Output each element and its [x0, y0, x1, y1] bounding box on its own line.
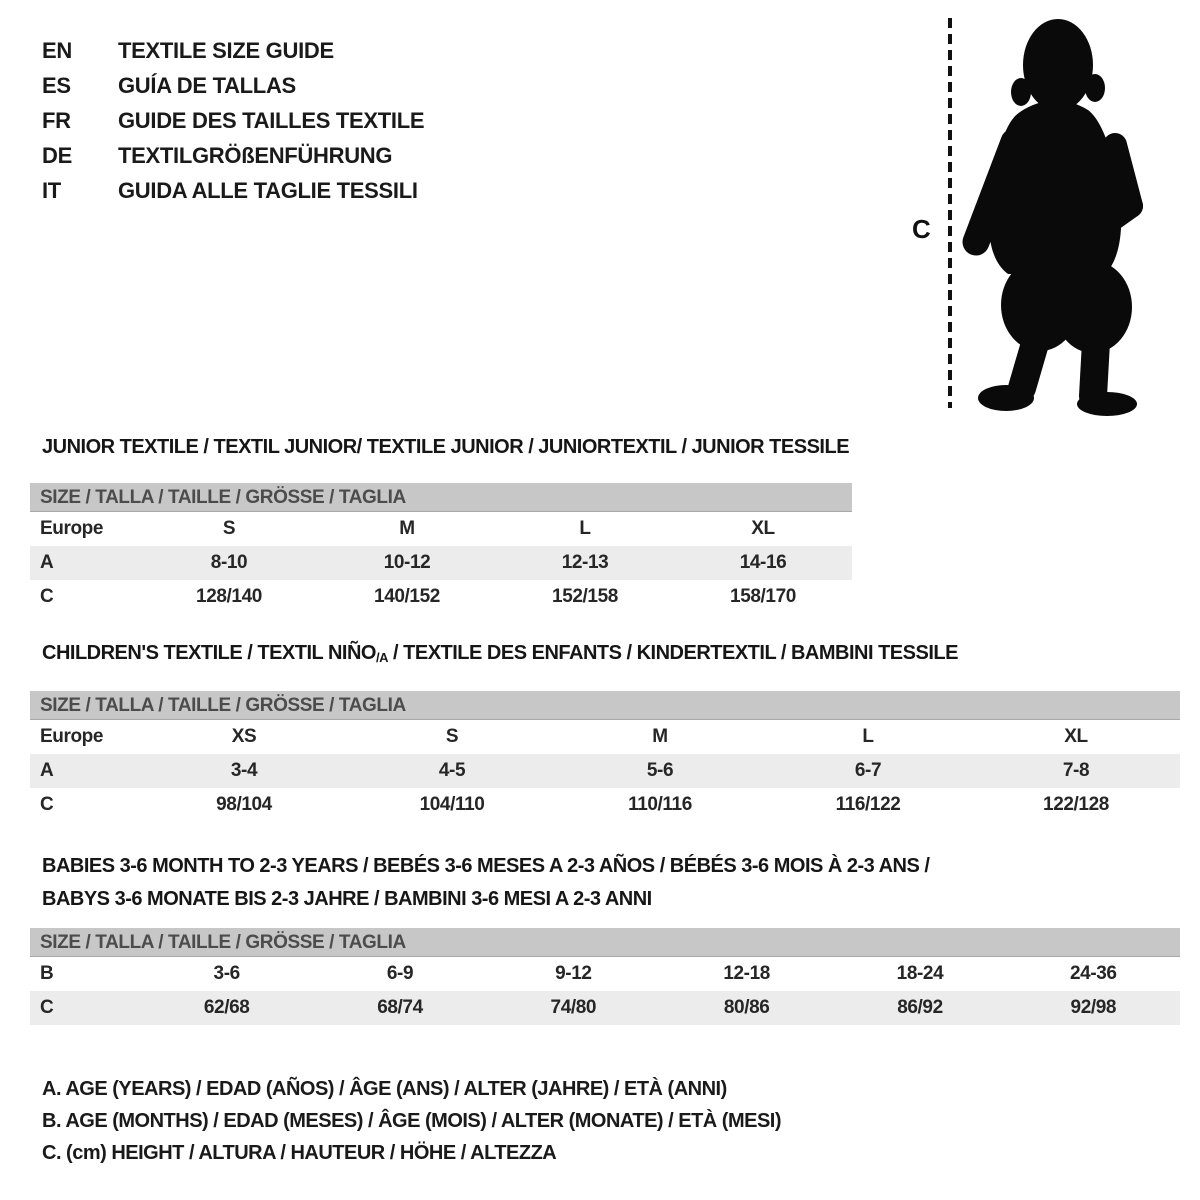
value-cell: 68/74 — [377, 997, 423, 1018]
language-code: EN — [42, 37, 72, 63]
value-cell: 116/122 — [835, 794, 901, 815]
babies-title-line2: BABYS 3-6 MONATE BIS 2-3 JAHRE / BAMBINI 3-6 MESI A 2-3 ANNI — [42, 888, 652, 910]
table-row-europe — [30, 512, 852, 546]
row-label: A — [40, 760, 54, 781]
language-code: ES — [42, 72, 71, 98]
children-section-title — [42, 642, 958, 665]
babies-size-table — [30, 928, 1180, 1025]
table-row-height — [30, 788, 1180, 822]
language-row-es — [42, 68, 424, 103]
size-cell: L — [579, 518, 591, 539]
value-cell: 140/152 — [374, 586, 440, 607]
row-label: C — [40, 586, 54, 607]
value-cell: 8-10 — [210, 552, 248, 573]
value-cell: 3-6 — [213, 963, 240, 984]
language-title: TEXTILE SIZE GUIDE — [118, 37, 334, 63]
table-row-age-years — [30, 546, 852, 580]
value-cell: 158/170 — [730, 586, 796, 607]
value-cell: 14-16 — [739, 552, 787, 573]
size-cell: L — [862, 726, 874, 747]
size-cell: M — [652, 726, 668, 747]
language-title: GUIDA ALLE TAGLIE TESSILI — [118, 177, 418, 203]
table-row-height — [30, 580, 852, 614]
value-cell: 3-4 — [230, 760, 258, 781]
row-label: Europe — [40, 726, 104, 747]
language-title: GUIDE DES TAILLES TEXTILE — [118, 107, 425, 133]
height-measure-figure — [900, 10, 1190, 420]
language-code: IT — [42, 177, 61, 203]
table-row-age-years — [30, 754, 1180, 788]
row-label: C — [40, 997, 54, 1018]
value-cell: 74/80 — [550, 997, 597, 1018]
size-cell: XL — [751, 518, 775, 539]
table-row-europe — [30, 720, 1180, 754]
language-row-de — [42, 138, 424, 173]
babies-section-title — [42, 850, 929, 916]
value-cell: 18-24 — [896, 963, 944, 984]
row-label: C — [40, 794, 54, 815]
value-cell: 10-12 — [383, 552, 431, 573]
value-cell: 24-36 — [1070, 963, 1117, 984]
value-cell: 62/68 — [203, 997, 250, 1018]
children-size-table — [30, 691, 1180, 822]
size-cell: XL — [1064, 726, 1088, 747]
junior-size-table — [30, 483, 852, 614]
row-label: B — [40, 963, 54, 984]
table-size-header: SIZE / TALLA / TAILLE / GRÖSSE / TAGLIA — [30, 928, 1180, 957]
table-size-header: SIZE / TALLA / TAILLE / GRÖSSE / TAGLIA — [30, 483, 852, 512]
value-cell: 128/140 — [196, 586, 262, 607]
value-cell: 152/158 — [552, 586, 618, 607]
language-row-fr — [42, 103, 424, 138]
height-measure-label: C — [912, 214, 931, 244]
size-cell: M — [399, 518, 415, 539]
children-title-text: CHILDREN'S TEXTILE / TEXTIL NIÑO — [42, 642, 376, 664]
row-label: Europe — [40, 518, 104, 539]
babies-title-line1: BABIES 3-6 MONTH TO 2-3 YEARS / BEBÉS 3-6 MESES A 2-3 AÑOS / BÉBÉS 3-6 MOIS À 2-3 ANS / — [42, 855, 930, 877]
value-cell: 9-12 — [555, 963, 592, 984]
value-cell: 110/116 — [628, 794, 692, 815]
value-cell: 98/104 — [216, 794, 272, 815]
value-cell: 7-8 — [1062, 760, 1090, 781]
children-title-text: / TEXTILE DES ENFANTS / KINDERTEXTIL / BAMBINI TESSILE — [387, 642, 958, 664]
size-cell: S — [222, 518, 236, 539]
language-title-list — [42, 33, 424, 208]
value-cell: 86/92 — [897, 997, 943, 1018]
legend-line-age-months: B. AGE (MONTHS) / EDAD (MESES) / ÂGE (MOIS) / ALTER (MONATE) / ETÀ (MESI) — [42, 1110, 782, 1132]
language-title: TEXTILGRÖßENFÜHRUNG — [118, 142, 393, 168]
value-cell: 12-18 — [723, 963, 770, 984]
table-row-height — [30, 991, 1180, 1025]
value-cell: 12-13 — [561, 552, 609, 573]
table-size-header: SIZE / TALLA / TAILLE / GRÖSSE / TAGLIA — [30, 691, 1180, 720]
measurement-legend — [42, 1073, 781, 1169]
row-label: A — [40, 552, 54, 573]
children-title-subscript: /A — [375, 650, 388, 665]
language-title: GUÍA DE TALLAS — [118, 72, 296, 98]
legend-line-age-years: A. AGE (YEARS) / EDAD (AÑOS) / ÂGE (ANS) / ALTER (JAHRE) / ETÀ (ANNI) — [42, 1078, 727, 1100]
value-cell: 122/128 — [1043, 794, 1109, 815]
language-row-en — [42, 33, 424, 68]
language-code: DE — [42, 142, 72, 168]
value-cell: 6-9 — [386, 963, 414, 984]
value-cell: 92/98 — [1070, 997, 1117, 1018]
value-cell: 6-7 — [854, 760, 882, 781]
value-cell: 5-6 — [646, 760, 674, 781]
value-cell: 80/86 — [723, 997, 770, 1018]
value-cell: 104/110 — [419, 794, 485, 815]
toddler-silhouette-icon — [976, 19, 1137, 416]
language-code: FR — [42, 107, 71, 133]
size-cell: S — [445, 726, 459, 747]
legend-line-height: C. (cm) HEIGHT / ALTURA / HAUTEUR / HÖHE / ALTEZZA — [42, 1142, 557, 1164]
junior-section-title: JUNIOR TEXTILE / TEXTIL JUNIOR/ TEXTILE JUNIOR / JUNIORTEXTIL / JUNIOR TESSILE — [42, 436, 850, 458]
table-row-age-months — [30, 957, 1180, 991]
size-cell: XS — [231, 726, 257, 747]
language-row-it — [42, 173, 424, 208]
value-cell: 4-5 — [438, 760, 466, 781]
